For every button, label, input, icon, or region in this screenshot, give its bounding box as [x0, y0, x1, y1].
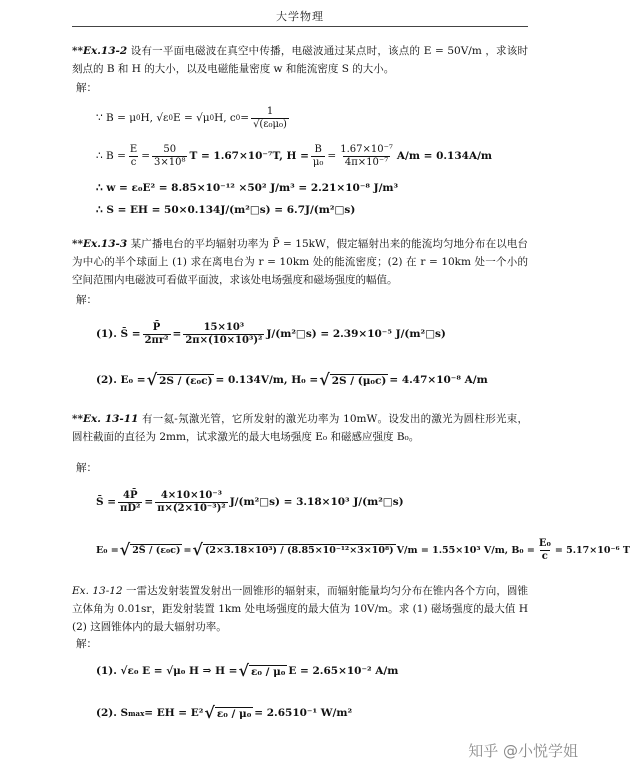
answer-label: 解： [76, 82, 97, 94]
fraction: $\frac{\text{4×10×10⁻³}}{\text{π×(2×10⁻³)²}}$ [157, 489, 226, 514]
fraction: $\frac{50}{\text{3×10⁸}}$ [154, 143, 186, 168]
problem-text: 一雷达发射装置发射出一圆锥形的辐射束，而辐射能量均匀分布在锥内各个方向，圆锥立体角为 0.01sr，距发射装置 1km 处电场强度的最大值为 10V/m。求 (1) 磁场强度的最大值 H (2) 这圆锥体内的最大辐射功率。 [72, 585, 529, 633]
equation-line: ∴ w = ε₀E² = 8.85×10⁻¹² ×50² J/m³ = 2.21×10⁻⁸ J/m³ [96, 182, 399, 194]
equation-line: (1). S̄ = $\frac{P̄}{\text{2πr²}}$ = $\frac{\text{15×10³}}{\text{2π×(10×10³)²}}$ J/(m²□s) = 2.39×10⁻⁵ J/(m²□s) [96, 321, 446, 346]
problem-label: Ex. 13-12 [72, 585, 123, 597]
fraction: $\frac{\text{15×10³}}{\text{2π×(10×10³)²}}$ [185, 321, 263, 346]
watermark-text: 知乎 @小悦学姐 [468, 742, 578, 760]
problem-ex13-3 [72, 235, 528, 289]
sqrt: √ 2S̄ / (μ₀c) [319, 370, 387, 389]
fraction: $\frac{\text{1.67×10⁻⁷}}{\text{4π×10⁻⁷}}$ [340, 143, 393, 168]
problem-label: **Ex.13-2 [72, 45, 128, 57]
fraction: $\frac{4P̄}{\text{πD²}}$ [120, 489, 141, 514]
equation-line: E₀ = √ 2S̄ / (ε₀c) = √ (2×3.18×10³) / (8.85×10⁻¹²×3×10⁸) V/m = 1.55×10³ V/m, B₀ = $\frac{\text{E₀}}{c}$ = 5.17×10⁻⁶ T [96, 537, 630, 562]
problem-label: **Ex.13-3 [72, 238, 128, 250]
problem-ex13-12 [72, 582, 528, 636]
problem-text: 有一氦-氖激光管，它所发射的激光功率为 10mW。设发出的激光为圆柱形光束，圆柱截面的直径为 2mm，试求激光的最大电场强度 E₀ 和磁感应强度 B₀。 [72, 413, 528, 443]
fraction: $\frac{B}{\text{μ₀}}$ [312, 143, 324, 168]
equation-line: ∴ S = EH = 50×0.134J/(m²□s) = 6.7J/(m²□s) [96, 204, 356, 216]
equation-line: (2). E₀ = √ 2S̄ / (ε₀c) = 0.134V/m, H₀ = √ 2S̄ / (μ₀c) = 4.47×10⁻⁸ A/m [96, 370, 488, 389]
fraction: $\frac{\text{E₀}}{c}$ [538, 537, 551, 562]
sqrt: √ 2S̄ / (ε₀c) [146, 370, 213, 389]
equation-line: (2). S max = EH = E² √ ε₀ / μ₀ = 2.6510⁻¹ W/m² [96, 703, 353, 722]
equation-line: (1). √ε₀ E = √μ₀ H ⇒ H = √ ε₀ / μ₀ E = 2.65×10⁻² A/m [96, 661, 399, 680]
page-header: 大学物理 [276, 10, 324, 23]
sqrt: √ 2S̄ / (ε₀c) [119, 540, 181, 559]
equation-line: S̄ = $\frac{4P̄}{\text{πD²}}$ = $\frac{\text{4×10×10⁻³}}{\text{π×(2×10⁻³)²}}$ J/(m²□s) = 3.18×10³ J/(m²□s) [96, 489, 404, 514]
fraction: $\frac{E}{c}$ [129, 143, 138, 168]
problem-text: 某广播电台的平均辐射功率为 P̄ = 15kW，假定辐射出来的能流均匀地分布在以电台为中心的半个球面上 (1) 求在离电台为 r = 10km 处的能流密度；(2) 在 r = 10km 处一个小的空间范围内电磁波可看做平面波，求该处电场强度和磁场强度的幅值。 [72, 238, 528, 286]
problem-label: **Ex. 13-11 [72, 413, 139, 425]
answer-label: 解： [76, 638, 97, 650]
fraction: $\frac{1}{\text{√(ε₀μ₀)}}$ [253, 105, 287, 130]
problem-ex13-2 [72, 42, 528, 78]
answer-label: 解： [76, 294, 97, 306]
problem-ex13-11 [72, 410, 528, 446]
equation-line: ∴ B = $\frac{E}{c}$ = $\frac{50}{\text{3×10⁸}}$ T = 1.67×10⁻⁷T, H = $\frac{B}{\text{μ₀}}$ = $\frac{\text{1.67×10⁻⁷}}{\text{4π×10⁻⁷}}$ A/m = 0.134A/m [96, 143, 493, 168]
problem-text: 设有一平面电磁波在真空中传播，电磁波通过某点时，该点的 E = 50V/m ，求该时刻点的 B 和 H 的大小，以及电磁能量密度 w 和能流密度 S 的大小。 [72, 45, 528, 75]
sqrt: √ ε₀ / μ₀ [238, 661, 286, 680]
fraction: $\frac{P̄}{\text{2πr²}}$ [144, 321, 169, 346]
equation-line: ∵ B = μ 0 H, √ε 0 E = √μ 0 H, c 0 = $\frac{1}{\text{√(ε₀μ₀)}}$ [96, 105, 287, 130]
header-divider [72, 26, 528, 27]
answer-label: 解： [76, 462, 97, 474]
sqrt: √ ε₀ / μ₀ [204, 703, 252, 722]
sqrt: √ (2×3.18×10³) / (8.85×10⁻¹²×3×10⁸) [192, 540, 394, 559]
